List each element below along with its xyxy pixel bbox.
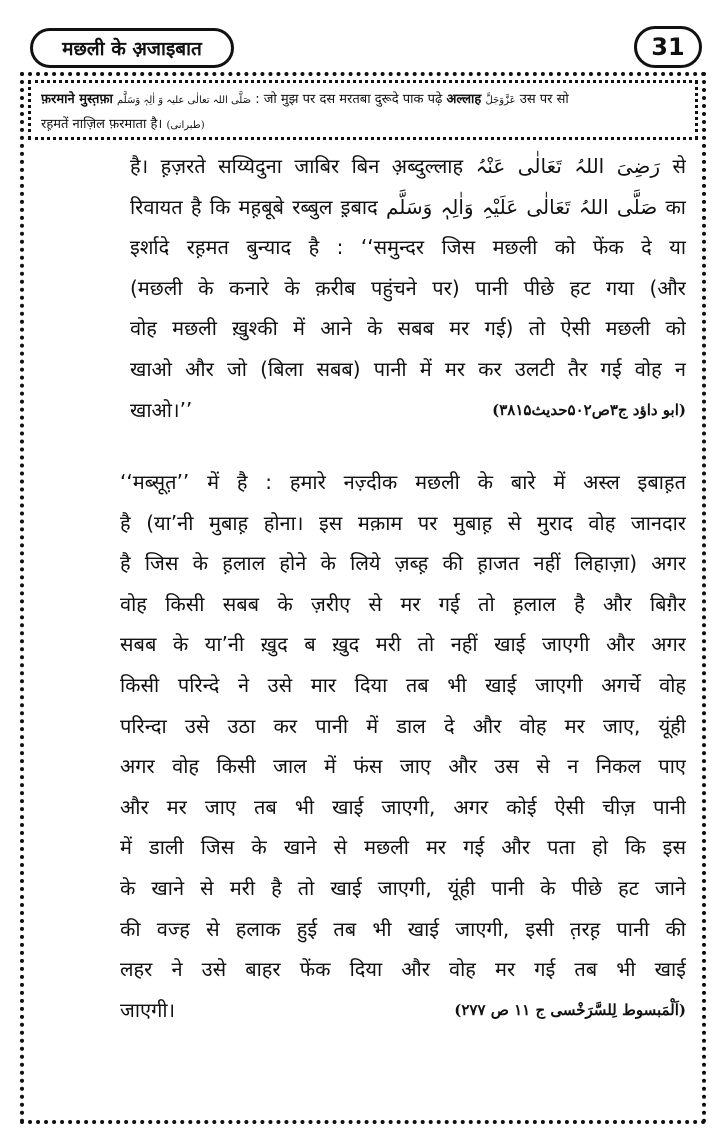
banner-text-c: रह़मतें नाज़िल फ़रमाता है। [41, 117, 163, 132]
text-line: की वज्ह से हलाक हुई तब भी खाई जाएगी, इसी त़रह़ पानी की [120, 916, 686, 941]
text-line: है (या’नी मुबाह़ होना। इस मक़ाम पर मुबाह़ से मुराद वोह जानदार [120, 510, 686, 535]
paragraph-1 [130, 146, 686, 430]
banner-allah: अल्लाह [446, 92, 482, 107]
citation-abu-dawud: (ابو داؤد ج۳ص۵۰۲حدیث۳۸۱۵) [492, 400, 686, 419]
banner-title: फ़रमाने मुस्त़फ़ा [41, 92, 113, 107]
banner-text-a: : जो मुझ पर दस मरतबा दुरूदे पाक पढ़े [255, 92, 447, 107]
text-line: वोह मछली ख़ुश्की में आने के सबब मर गई) तो ऐसी मछली को [130, 316, 686, 341]
banner-reference: (طبرانی) [166, 120, 205, 131]
banner-text-b: उस पर सो [519, 92, 569, 107]
text-line: में डाली जिस के खाने से मछली मर गई और पता हो कि इस [120, 835, 686, 860]
book-title: मछली के अ़जाइबात [30, 28, 234, 68]
paragraph-2-end [120, 990, 686, 1031]
hadith-banner-line-1 [41, 88, 685, 113]
text-line: वोह किसी सबब के ज़रीए से मर गई तो ह़लाल है और बिग़ैर [120, 591, 686, 616]
hadith-banner-line-2 [41, 113, 685, 138]
hadith-banner [28, 80, 698, 140]
page-number: 31 [634, 26, 702, 68]
paragraph-1-end [130, 390, 686, 431]
text-line: ‘‘मब्सूत़’’ में है : हमारे नज़्दीक मछली के बारे में अस्ल इबाह़त [120, 470, 686, 494]
text-line: है। ह़ज़रते सय्यिदुना जाबिर बिन अ़ब्दुल्लाह رَضِیَ اللہُ تَعَالٰی عَنْہُ से [130, 154, 686, 178]
text-line: खाओ और जो (बिला सबब) पानी में मर कर उलटी तैर गई वोह न [130, 356, 686, 381]
text-line: इर्शादे रह़मत बुन्याद है : ‘‘समुन्दर जिस मछली को फेंक दे या [130, 235, 686, 260]
citation-mabsut: (اَلْمَبسوط لِلسَّرَخْسی ج ۱۱ ص ۲۷۷) [454, 1000, 686, 1019]
text-line: खाओ।’’ [130, 397, 193, 422]
text-line: के खाने से मरी है तो खाई जाएगी, यूंही पानी के पीछे हट जाने [120, 875, 686, 900]
text-line: परिन्दा उसे उठा कर पानी में डाल दे और वोह मर जाए, यूंही [120, 713, 686, 738]
text-line: (मछली के कनारे के क़रीब पहुंचने पर) पानी पीछे हट गया (और [130, 275, 686, 300]
text-line: अगर वोह किसी जाल में फंस जाए और उस से न निकल पाए [120, 754, 686, 779]
banner-salutation: صَلَّی اللہ تعالٰی علیہ وَ اٰلِہٖ وَسَلَّم [117, 95, 252, 106]
text-line: जाएगी। [120, 997, 176, 1022]
text-line: सबब के या’नी ख़ुद ब ख़ुद मरी तो नहीं खाई जाएगी और अगर [120, 632, 686, 657]
text-line: लहर ने उसे बाहर फेंक दिया और वोह मर गई तब भी खाई [120, 957, 686, 982]
text-line: किसी परिन्दे ने उसे मार दिया तब भी खाई जाएगी अगर्चे वोह [120, 672, 686, 697]
text-line: है जिस के ह़लाल होने के लिये ज़ब्ह़ की ह़ाजत नहीं लिहाज़ा) अगर [120, 551, 686, 576]
text-line: रिवायत है कि मह़बूबे रब्बुल इ़बाद صَلَّی اللہُ تَعَالٰی عَلَیْہِ وَاٰلِہٖ وَسَلَّم का [130, 194, 686, 219]
paragraph-2 [120, 462, 686, 1030]
banner-azza: عَزَّوَجَلَّ [485, 95, 516, 106]
text-line: और मर जाए तब भी खाई जाएगी, अगर कोई ऐसी चीज़ पानी [120, 794, 686, 819]
